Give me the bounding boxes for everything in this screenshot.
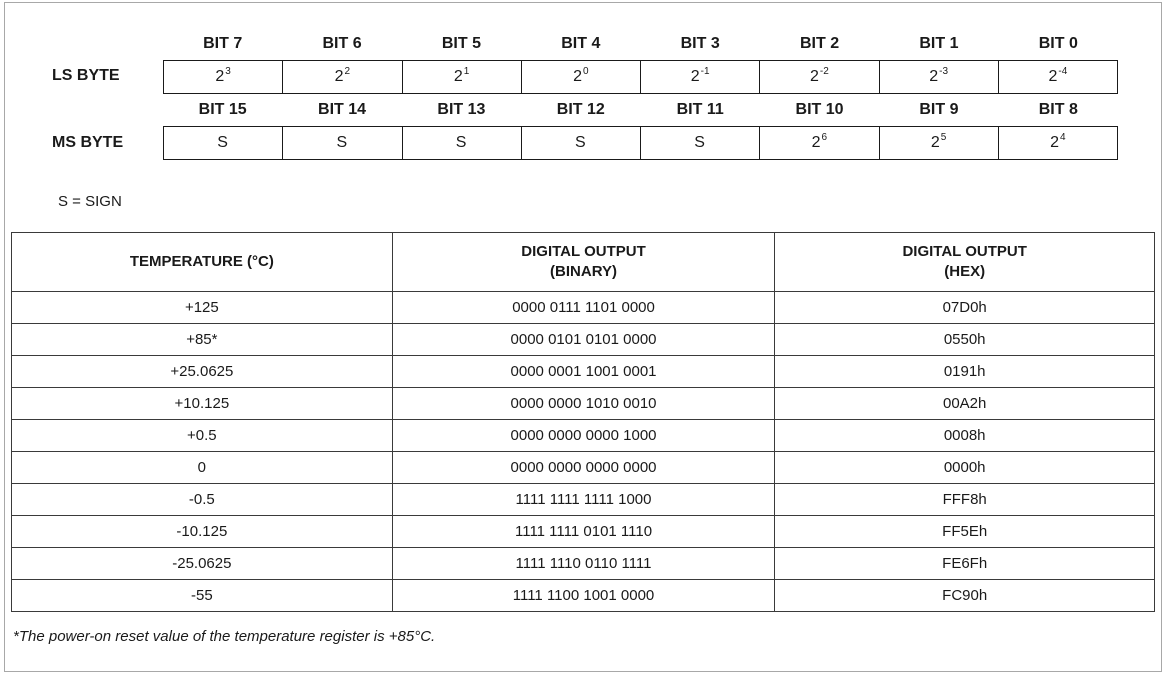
temperature-cell: -0.5 — [12, 484, 393, 516]
hex-cell: 0008h — [775, 420, 1155, 452]
hex-cell: 0550h — [775, 324, 1155, 356]
bit-cell: $2^{-1}$ — [640, 61, 759, 93]
binary-cell: 1111 1100 1001 0000 — [392, 580, 775, 612]
hex-cell: 0191h — [775, 356, 1155, 388]
temperature-cell: +25.0625 — [12, 356, 393, 388]
bit-cell: $2^0$ — [521, 61, 640, 93]
bit-label: BIT 5 — [441, 35, 481, 52]
bit-label: BIT 6 — [322, 35, 362, 52]
table-row — [12, 548, 1155, 580]
ms-bit-labels — [163, 101, 1118, 119]
temperature-cell: +10.125 — [12, 388, 393, 420]
bit-label: BIT 12 — [556, 101, 605, 118]
ms-byte-register — [163, 126, 1118, 160]
bit-cell: S — [521, 127, 640, 159]
binary-cell: 1111 1111 1111 1000 — [392, 484, 775, 516]
binary-cell: 0000 0001 1001 0001 — [392, 356, 775, 388]
table-row — [12, 484, 1155, 516]
hex-cell: 07D0h — [775, 292, 1155, 324]
hex-cell: FE6Fh — [775, 548, 1155, 580]
table-row — [12, 516, 1155, 548]
hex-cell: 0000h — [775, 452, 1155, 484]
table-row — [12, 324, 1155, 356]
bit-cell: $2^1$ — [402, 61, 521, 93]
temperature-cell: -55 — [12, 580, 393, 612]
hex-cell: FFF8h — [775, 484, 1155, 516]
bit-label: BIT 4 — [561, 35, 601, 52]
bit-label: BIT 15 — [198, 101, 247, 118]
binary-cell: 1111 1110 0110 1111 — [392, 548, 775, 580]
binary-cell: 0000 0000 0000 0000 — [392, 452, 775, 484]
table-header-row — [12, 233, 1155, 292]
bit-label: BIT 7 — [203, 35, 243, 52]
bit-cell: $2^{-2}$ — [759, 61, 878, 93]
bit-label: BIT 14 — [318, 101, 367, 118]
table-body — [12, 292, 1155, 612]
table-row — [12, 356, 1155, 388]
hex-cell: FF5Eh — [775, 516, 1155, 548]
column-header-hex: DIGITAL OUTPUT (HEX) — [775, 233, 1155, 292]
bit-label: BIT 0 — [1038, 35, 1078, 52]
table-row — [12, 452, 1155, 484]
sign-legend: S = SIGN — [58, 193, 122, 210]
binary-cell: 0000 0111 1101 0000 — [392, 292, 775, 324]
ls-byte-label: LS BYTE — [52, 67, 120, 84]
bit-label: BIT 3 — [680, 35, 720, 52]
bit-label: BIT 11 — [676, 101, 724, 118]
column-header-binary: DIGITAL OUTPUT (BINARY) — [392, 233, 775, 292]
bit-cell: $2^2$ — [282, 61, 401, 93]
bit-cell: S — [640, 127, 759, 159]
bit-cell: $2^6$ — [759, 127, 878, 159]
temperature-data-table — [11, 232, 1155, 612]
table-row — [12, 580, 1155, 612]
bit-cell: S — [282, 127, 401, 159]
bit-cell: $2^5$ — [879, 127, 998, 159]
temperature-cell: 0 — [12, 452, 393, 484]
temperature-cell: +125 — [12, 292, 393, 324]
bit-label: BIT 9 — [919, 101, 959, 118]
bit-cell: S — [217, 134, 228, 151]
bit-label: BIT 2 — [800, 35, 840, 52]
bit-label: BIT 10 — [795, 101, 844, 118]
bit-label: BIT 1 — [919, 35, 959, 52]
bit-cell: $2^4$ — [998, 127, 1117, 159]
temperature-cell: -25.0625 — [12, 548, 393, 580]
bit-cell: $2^3$ — [215, 66, 231, 85]
table-row — [12, 420, 1155, 452]
hex-cell: 00A2h — [775, 388, 1155, 420]
binary-cell: 0000 0000 1010 0010 — [392, 388, 775, 420]
bit-label: BIT 13 — [437, 101, 486, 118]
temperature-cell: +85* — [12, 324, 393, 356]
ls-byte-register — [163, 60, 1118, 94]
table-row — [12, 388, 1155, 420]
temperature-cell: +0.5 — [12, 420, 393, 452]
hex-cell: FC90h — [775, 580, 1155, 612]
ls-bit-labels — [163, 35, 1118, 53]
footnote: *The power-on reset value of the temperature register is +85°C. — [13, 628, 436, 645]
bit-cell: $2^{-4}$ — [998, 61, 1117, 93]
bit-cell: S — [402, 127, 521, 159]
binary-cell: 0000 0000 0000 1000 — [392, 420, 775, 452]
bit-label: BIT 8 — [1038, 101, 1078, 118]
table-row — [12, 292, 1155, 324]
binary-cell: 0000 0101 0101 0000 — [392, 324, 775, 356]
ms-byte-label: MS BYTE — [52, 134, 124, 151]
binary-cell: 1111 1111 0101 1110 — [392, 516, 775, 548]
temperature-cell: -10.125 — [12, 516, 393, 548]
column-header-temperature: TEMPERATURE (°C) — [12, 233, 393, 292]
bit-cell: $2^{-3}$ — [879, 61, 998, 93]
